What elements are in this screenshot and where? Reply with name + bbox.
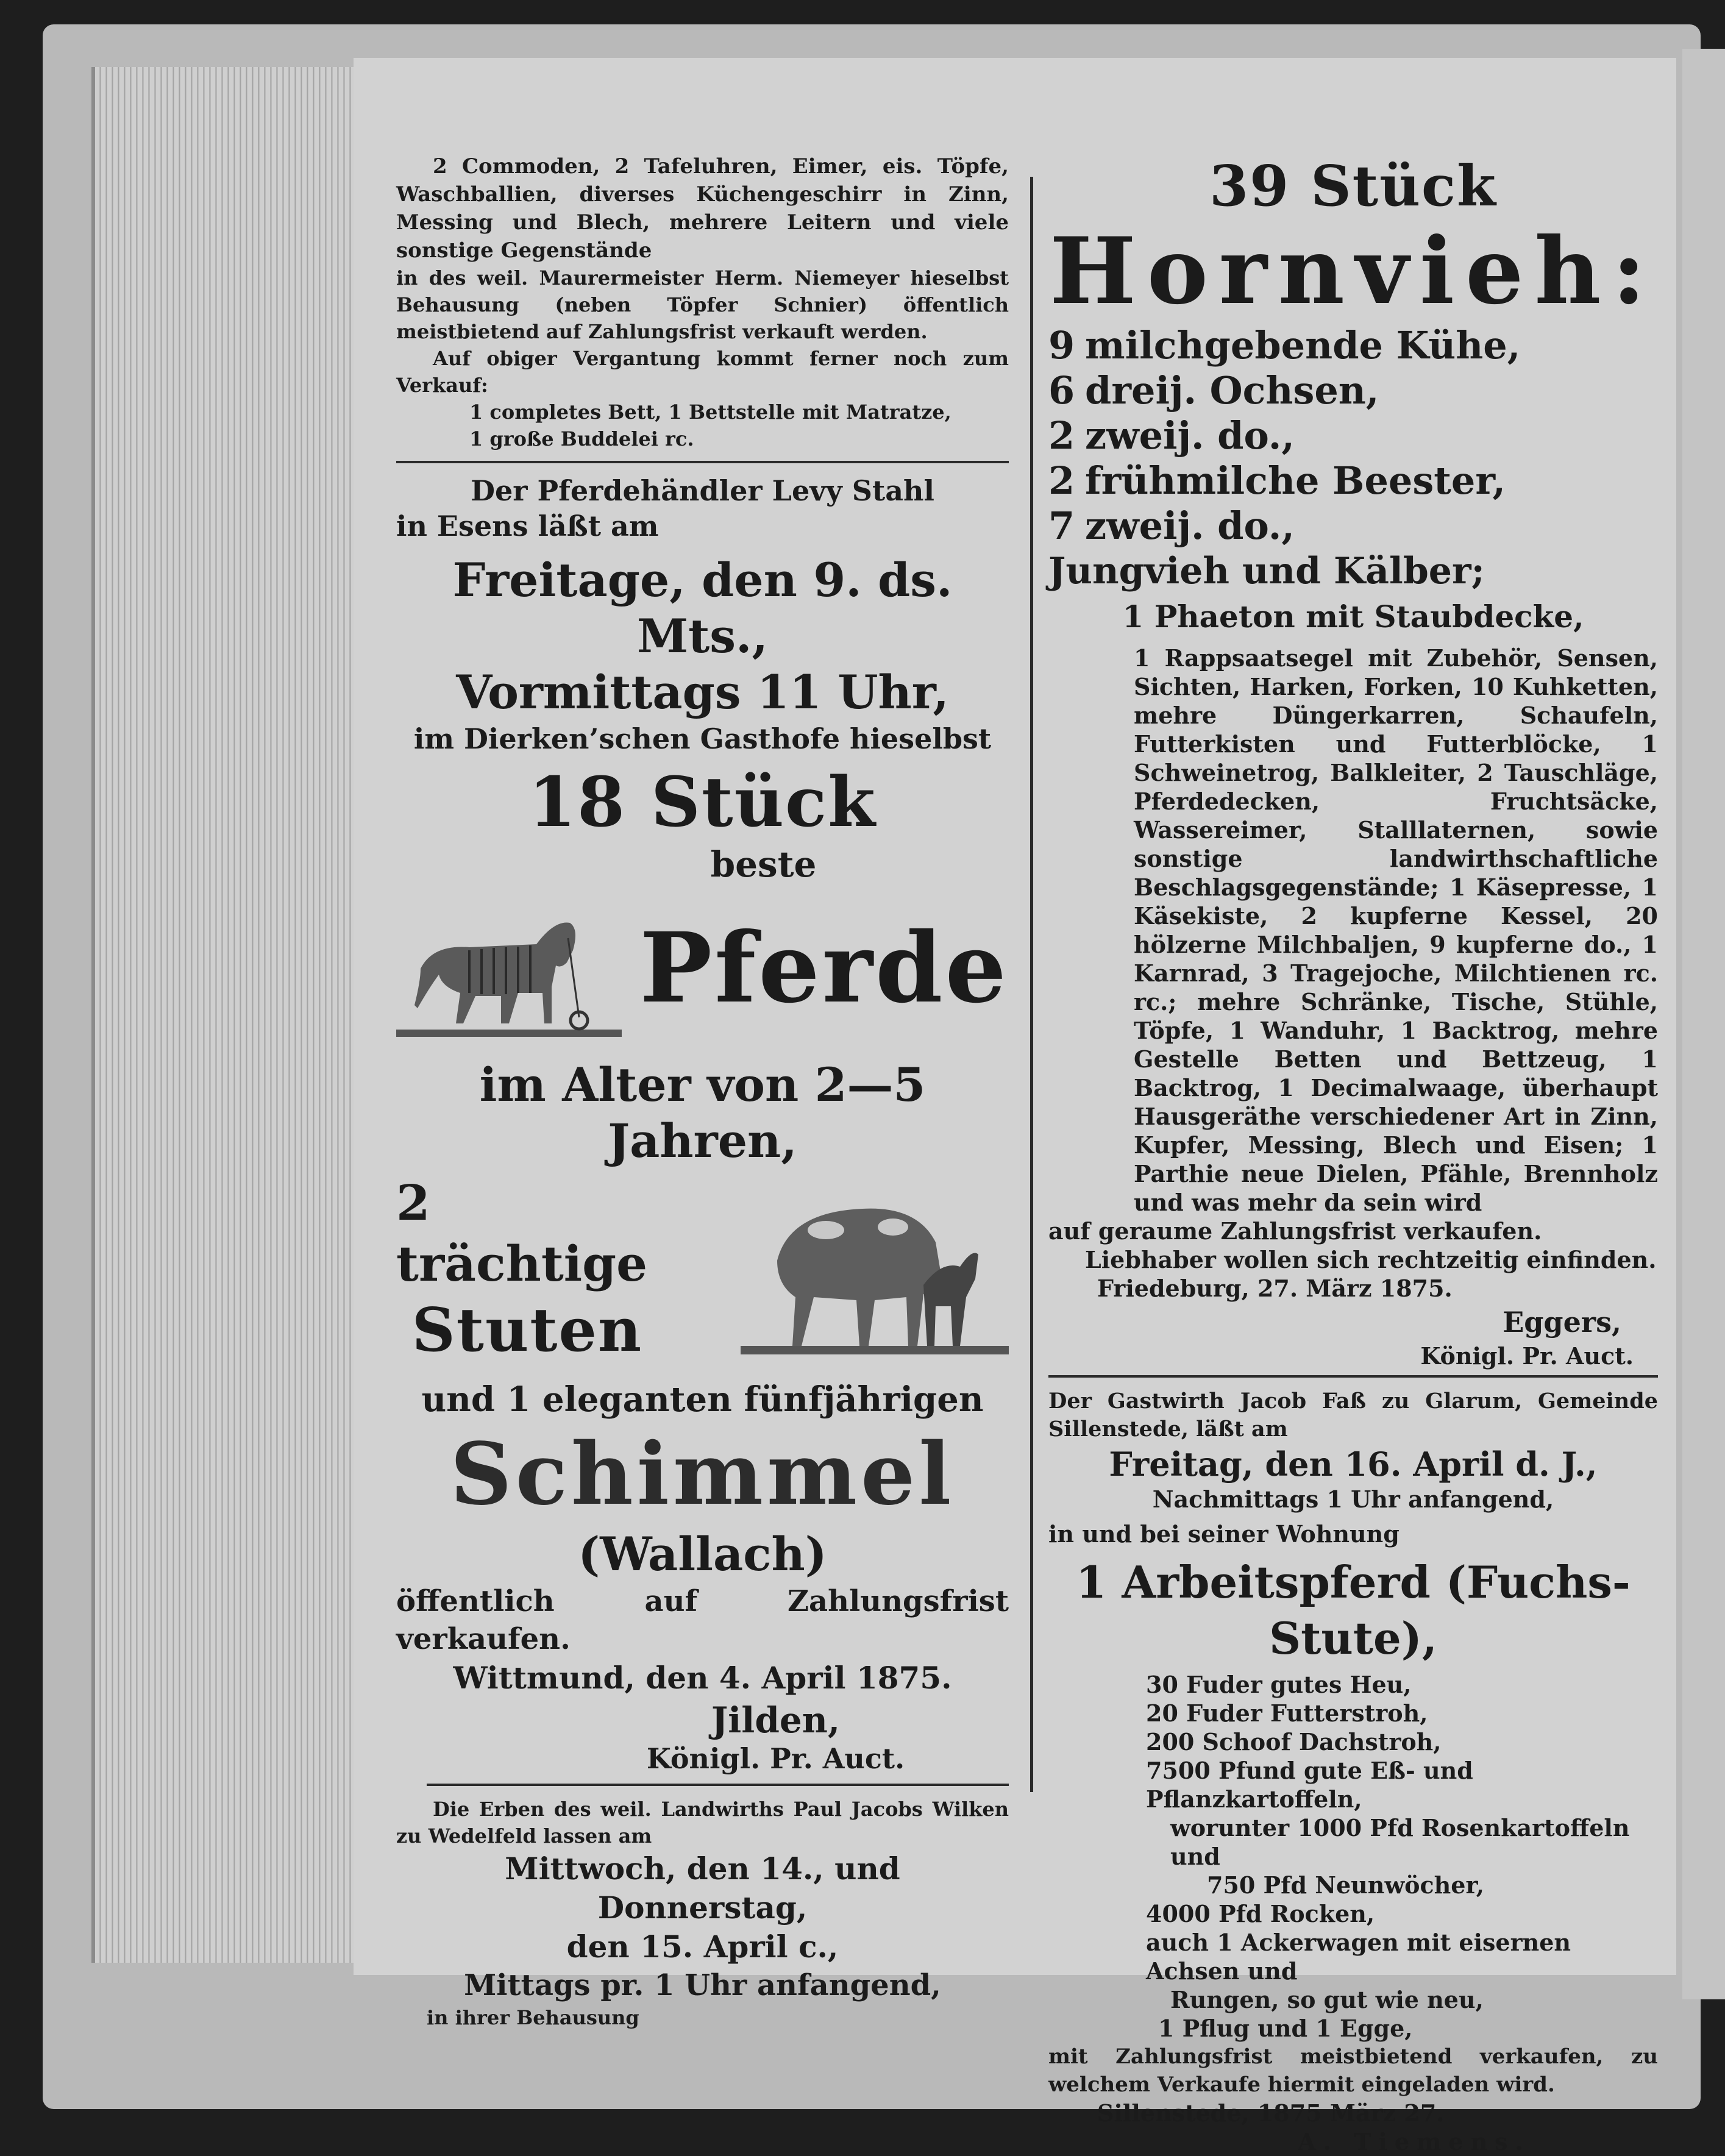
list-item: 1 Pflug und 1 Egge,: [1158, 2015, 1413, 2042]
auction-location-text: in des weil. Maurermeister Herm. Niemeyer hieselbst Behausung (neben Töpfer Schnier) öffentlich meistbietend auf Zahlungsfrist verkauft werden.: [396, 266, 1009, 343]
cattle-count: 39 Stück: [1209, 153, 1497, 219]
gelding-intro: und 1 eleganten fünfjährigen: [421, 1379, 984, 1420]
workhorse-heading: 1 Arbeitspferd (Fuchs-Stute),: [1076, 1556, 1631, 1664]
horse-age: im Alter von 2—5 Jahren,: [479, 1058, 926, 1168]
heirs-time: Mittags pr. 1 Uhr anfangend,: [464, 1968, 941, 2002]
gelding-label: (Wallach): [578, 1527, 827, 1581]
invite-text: Liebhaber wollen sich rechtzeitig einfinden.: [1085, 1246, 1657, 1273]
dateline: Friedeburg, 27. März 1875.: [1097, 1275, 1453, 1302]
section-rule: [427, 1784, 1009, 1786]
innkeeper-items: [1048, 1670, 1658, 2043]
white-horse-heading: Schimmel: [450, 1425, 955, 1524]
heirs-date: Mittwoch, den 14., und Donnerstag,: [505, 1851, 900, 1926]
auction-extra-item: 1 completes Bett, 1 Bettstelle mit Matratze,: [469, 400, 951, 424]
innkeeper-dateline: Sillenstede, 1875 März 27.: [1097, 2099, 1445, 2127]
list-item: 750 Pfd Neunwöcher,: [1207, 1871, 1484, 1899]
list-item: 7500 Pfund gute Eß- und Pflanzkartoffeln,: [1146, 1757, 1473, 1813]
horse-row: [396, 892, 1009, 1045]
mares-count: 2 trächtige: [396, 1174, 647, 1292]
section-rule: [1048, 1375, 1658, 1378]
heirs-place: in ihrer Behausung: [427, 2006, 639, 2029]
sale-time: Vormittags 11 Uhr,: [456, 665, 949, 719]
auction-extra-item: 1 große Buddelei rc.: [469, 427, 694, 450]
page-edges: [91, 67, 357, 1963]
young-cattle: Jungvieh und Kälber;: [1048, 550, 1485, 592]
list-item: 200 Schoof Dachstroh,: [1146, 1728, 1442, 1756]
animal-list: [1048, 323, 1658, 549]
dealer-location: in Esens läßt am: [396, 510, 659, 543]
innkeeper-date: Freitag, den 16. April d. J.,: [1109, 1445, 1598, 1484]
innkeeper-time: Nachmittags 1 Uhr anfangend,: [1152, 1485, 1554, 1513]
mare-text: [396, 1172, 658, 1367]
dealer-name: Der Pferdehändler Levy Stahl: [471, 474, 934, 507]
goods-list: 1 Rappsaatsegel mit Zubehör, Sensen, Sichten, Harken, Forken, 10 Kuhketten, mehre Düngerkarren, Schaufeln, Futterkisten und Futterblöcke, 1 Schweinetrog, Balkleiter, 2 Tauschläge, Pferdedecken, Fruchtsäcke, Wassereimer, Stalllaternen, sowie sonstige landwirthschaftliche Beschlagsgegenstände; 1 Käsepresse, 1 Käsekiste, 2 kupferne Kessel, 20 hölzerne Milchbaljen, 9 kupferne do., 1 Karnrad, 3 Tragejoche, Milchtienen rc. rc.; mehre Schränke, Tische, Stühle, Töpfe, 1 Wanduhr, 1 Backtrog, mehre Gestelle Betten und Bettzeug, 1 Backtrog, 1 Decimalwaage, überhaupt Hausgeräthe verschiedener Art in Zinn, Kupfer, Messing, Blech und Eisen; 1 Parthie neue Dielen, Pfähle, Brennholz und was mehr da sein wird: [1134, 644, 1658, 1216]
auctioneer-title: Königl. Pr. Auct.: [646, 1742, 905, 1775]
right-column: [1048, 152, 1658, 2156]
list-item: 30 Fuder gutes Heu,: [1146, 1671, 1412, 1698]
auction-extra-text: Auf obiger Vergantung kommt ferner noch zum Verkauf:: [396, 347, 1009, 397]
horse-count: 18 Stück: [528, 763, 877, 842]
horse-best: beste: [710, 844, 817, 885]
innkeeper-sale: mit Zahlungsfrist meistbietend verkaufen, zu welchem Verkaufe hiermit eingeladen wird.: [1048, 2044, 1658, 2097]
list-item: auch 1 Ackerwagen mit eisernen Achsen und: [1146, 1929, 1571, 1985]
innkeeper-place: in und bei seiner Wohnung: [1048, 1520, 1400, 1548]
section-rule: [396, 461, 1009, 463]
animal-item: 9 milchgebende Kühe,: [1048, 323, 1521, 368]
auction-items-text: 2 Commoden, 2 Tafeluhren, Eimer, eis. Töpfe, Waschballien, diverses Küchengeschirr in Zinn, Messing und Blech, mehrere Leitern und viele sonstige Gegenstände: [396, 154, 1009, 263]
auctioneer-name: Eggers,: [1503, 1306, 1621, 1339]
list-item: worunter 1000 Pfd Rosenkartoffeln und: [1170, 1814, 1630, 1870]
animal-item: 6 dreij. Ochsen,: [1048, 368, 1379, 413]
mare-row: [396, 1169, 1009, 1370]
left-column: [396, 152, 1009, 2031]
innkeeper-text: Der Gastwirth Jacob Faß zu Glarum, Gemeinde Sillenstede, läßt am: [1048, 1389, 1658, 1442]
horse-woodcut-icon: [396, 895, 622, 1042]
sale-terms: öffentlich auf Zahlungsfrist verkaufen.: [396, 1584, 1009, 1656]
facing-page-edge: [1682, 49, 1725, 1999]
auctioneer-title: Königl. Pr. Auct.: [1420, 1342, 1634, 1370]
heirs-date-2: den 15. April c.,: [566, 1929, 839, 1965]
mare-foal-woodcut-icon: [741, 1175, 1009, 1364]
phaeton: 1 Phaeton mit Staubdecke,: [1122, 599, 1584, 635]
dateline: Wittmund, den 4. April 1875.: [453, 1660, 952, 1696]
animal-item: 2 zweij. do.,: [1048, 413, 1295, 458]
sale-place: im Dierken’schen Gasthofe hieselbst: [413, 722, 992, 755]
innkeeper-sign: A. Tiemens.: [1298, 2128, 1531, 2155]
mares-heading: Stuten: [411, 1295, 643, 1365]
list-item: 4000 Pfd Rocken,: [1146, 1900, 1375, 1927]
list-item: Rungen, so gut wie neu,: [1170, 1986, 1484, 2013]
animal-item: 7 zweij. do.,: [1048, 503, 1295, 548]
cattle-headline: Hornvieh:: [1050, 218, 1657, 325]
list-item: 20 Fuder Futterstroh,: [1146, 1699, 1428, 1727]
sale-terms: auf geraume Zahlungsfrist verkaufen.: [1048, 1217, 1542, 1245]
sale-date: Freitage, den 9. ds. Mts.,: [452, 553, 953, 663]
heirs-text: Die Erben des weil. Landwirths Paul Jacobs Wilken zu Wedelfeld lassen am: [396, 1798, 1009, 1848]
animal-item: 2 frühmilche Beester,: [1048, 458, 1506, 503]
auctioneer-name: Jilden,: [711, 1699, 841, 1741]
column-divider: [1030, 177, 1033, 1792]
horses-heading: Pferde: [639, 912, 1009, 1025]
